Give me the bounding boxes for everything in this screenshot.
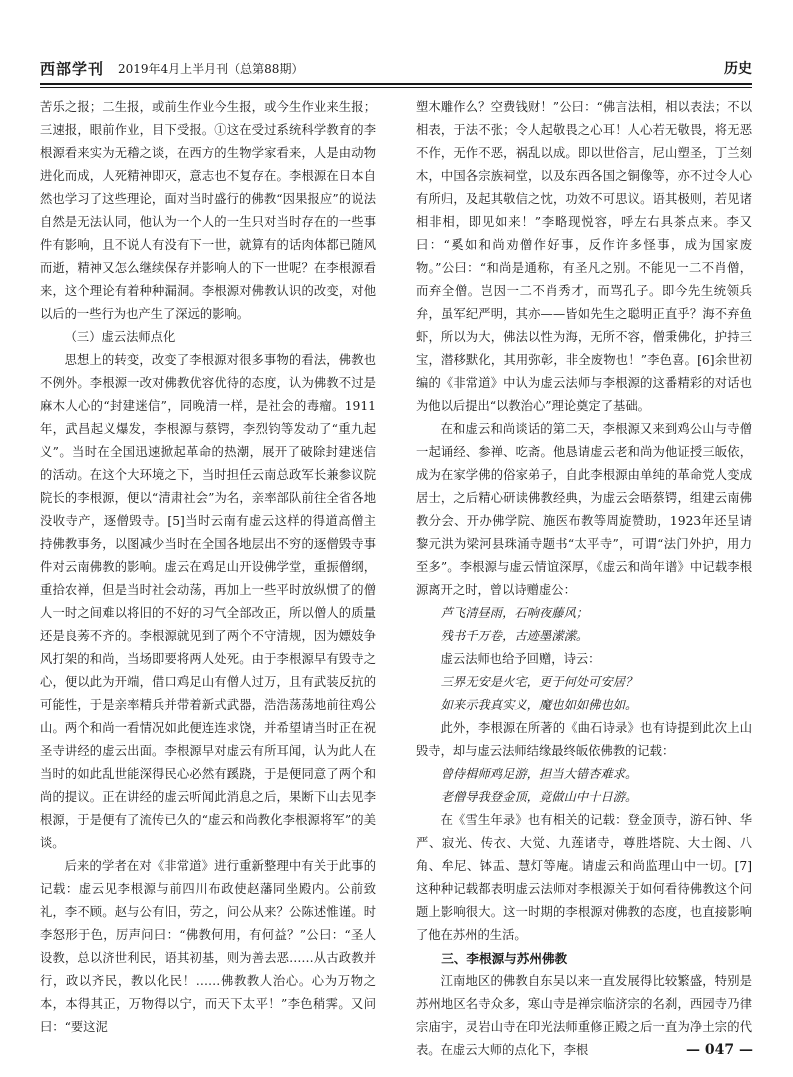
paragraph: 思想上的转变，改变了李根源对很多事物的看法，佛教也不例外。李根源一改对佛教优容优待的态度，认为佛教不过是麻木人心的“封建迷信”，同晚清一样，是社会的毒瘤。1911年，武昌起义爆发，李根源与蔡锷，李烈钧等发动了“重九起义”。当时在全国迅速掀起革命的热潮，展开了破除封建迷信的活动。在这个大环境之下，当时担任云南总政军长兼参议院院长的李根源，便以“清肃社会”为名，亲率部队前往全省各地没收寺产，逐僧毁寺。[5]当时云南有虚云这样的得道高僧主持佛教事务，以图减少当时在全国各地层出不穷的逐僧毁寺事件对云南佛教的影响。虚云在鸡足山开设佛学堂，重振僧纲，重拾农禅，但是当时社会动荡，再加上一些平时放纵惯了的僧人一时之间难以将旧的不好的习气全部改正，所以僧人的质量还是良莠不齐的。李根源就见到了两个不守清规，因为嫖妓争风打架的和尚，当场即要将两人处死。由于李根源早有毁寺之心，便以此为开端，借口鸡足山有僧人过万，且有武装反抗的可能性，于是亲率精兵并带着新式武器，浩浩荡荡地前往鸡公山。两个和尚一看情况如此便连连求饶，并希望请当时正在祝圣寺讲经的虚云出面。李根源早对虚云有所耳闻，认为此人在当时的如此乱世能深得民心必然有蹊跷，于是便同意了两个和尚的提议。正在讲经的虚云听闻此消息之后，果断下山去见李根源，于是便有了流传已久的“虚云和尚教化李根源将军”的美谈。 — [40, 353, 376, 850]
paragraph: 塑木雕作么？空费钱财！”公曰：“佛言法相，相以表法；不以相表，于法不张；令人起敬畏之心耳！人心若无敬畏，将无恶不作，无作不恶，祸乱以成。即以世俗言，尼山塑圣，丁兰刻木，中国各宗族祠堂，以及东西各国之铜像等，亦不过令人心有所归，及起其敬信之忱，功效不可思议。语其极则，若见诸相非相，即见如来！”李略现悦容，呼左右具茶点来。李又曰：“奚如和尚劝僧作好事，反作许多怪事，成为国家废物。”公曰：“和尚是通称，有圣凡之别。不能见一二不肖僧，而弃全僧。岂因一二不肖秀才，而骂孔子。即今先生统领兵弁，虽军纪严明，其亦——皆如先生之聪明正直乎？海不弃鱼虾，所以为大，佛法以性为海，无所不容，僧秉佛化，护持三宝，潜移默化，其用弥彰，非全废物也！”李色喜。[6]余世初编的《非常道》中认为虚云法师与李根源的这番精彩的对话也为他以后提出“以教治心”理论奠定了基础。 — [416, 100, 752, 413]
poem-line: 老僧导我登金顶，竟做山中十日游。 — [440, 790, 638, 804]
paragraph: 在《雪生年录》也有相关的记载：登金顶寺，游石钟、华严、寂光、传衣、大觉、九莲诸寺，尊胜塔院、大士阁、八角、牟尼、钵盂、慧灯等庵。请虚云和尚监理山中一切。[7]这种种记载都表明虚云法师对李根源关于如何看待佛教这个问题上影响很大。这一时期的李根源对佛教的态度，也直接影响了他在苏州的生活。 — [416, 813, 752, 942]
poem-line: 芦飞清昼雨，石响夜藤风； — [440, 606, 589, 620]
left-column — [40, 96, 376, 1039]
header-rule-thin — [40, 87, 752, 88]
paragraph: 后来的学者在对《非常道》进行重新整理中有关于此事的记载：虚云见李根源与前四川布政使赵藩同坐殿内。公前致礼，李不顾。赵与公有旧，劳之，问公从来？公陈述惟谨。时李怒形于色，厉声问曰：“佛教何用，有何益？”公曰：“圣人设教，总以济世利民，语其初基，则为善去恶……从古政教并行，政以齐民，教以化民！……佛教教人治心。心为万物之本，本得其正，万物得以宁，而天下太平！”李色稍霁。又问曰：“要这泥 — [40, 859, 376, 1034]
right-column — [416, 96, 752, 1062]
poem-line: 如来示我真实义，魔也如如佛也如。 — [440, 698, 638, 712]
paragraph: 在和虚云和尚谈话的第二天，李根源又来到鸡公山与寺僧一起诵经、参禅、吃斋。他恳请虚云老和尚为他证授三皈依，成为在家学佛的俗家弟子，自此李根源由单纯的革命党人变成居士，之后精心研读佛教经典，为虚云会晤蔡锷，组建云南佛教分会、开办佛学院、施医布教等周旋赞助，1923年还呈请黎元洪为梁河县珠涌寺题书“太平寺”，可谓“法门外护，用力至多”。李根源与虚云情谊深厚，《虚云和尚年谱》中记载李根源离开之时，曾以诗赠虚公： — [416, 422, 752, 597]
poem-line: 三界无安是火宅，更于何处可安居？ — [440, 675, 638, 689]
paragraph: 江南地区的佛教自东吴以来一直发展得比较繁盛，特别是苏州地区名寺众多，寒山寺是禅宗临济宗的名刹，西园寺乃律宗庙宇，灵岩山寺在印光法师重修正殿之后一直为净土宗的代表。在虚云大师的点化下，李根 — [416, 974, 752, 1057]
issue-info: 2019年4月上半月刊（总第88期） — [118, 62, 304, 76]
poem-line: 残书千万卷，古迹墨潆潆。 — [440, 629, 589, 643]
paragraph: 苦乐之报；二生报，或前生作业今生报，或今生作业来生报；三速报，眼前作业，目下受报。①这在受过系统科学教育的李根源看来实为无稽之谈，在西方的生物学家看来，人是由动物进化而成，人死精神即灭，意志也不复存在。李根源在日本自然也学习了这些理论，面对当时盛行的佛教“因果报应”的说法自然是无法认同，他认为一个人的一生只对当时存在的一些事件有影响，且不说人有没有下一世，就算有的话肉体都已随风而逝，精神又怎么继续保存并影响人的下一世呢？在李根源看来，这个理论有着种种漏洞。李根源对佛教认识的改变，对他以后的一些行为也产生了深远的影响。 — [40, 100, 376, 321]
poem-line: 曾侍楫师鸡足游，担当大错杏难求。 — [440, 767, 638, 781]
journal-logo: 西部学刊 — [40, 60, 105, 78]
page-number: — 047 — — [686, 1042, 753, 1058]
paragraph: 此外，李根源在所著的《曲石诗录》也有诗提到此次上山毁寺，却与虚云法师结缘最终皈依佛教的记载： — [416, 721, 752, 758]
paragraph: 虚云法师也给予回赠，诗云： — [440, 652, 601, 666]
page-header — [40, 58, 752, 80]
section-heading: 三、李根源与苏州佛教 — [441, 951, 568, 966]
section-title: 历史 — [724, 61, 752, 77]
header-rule-thick — [40, 83, 752, 85]
subsection-heading: （三）虚云法师点化 — [64, 330, 176, 344]
